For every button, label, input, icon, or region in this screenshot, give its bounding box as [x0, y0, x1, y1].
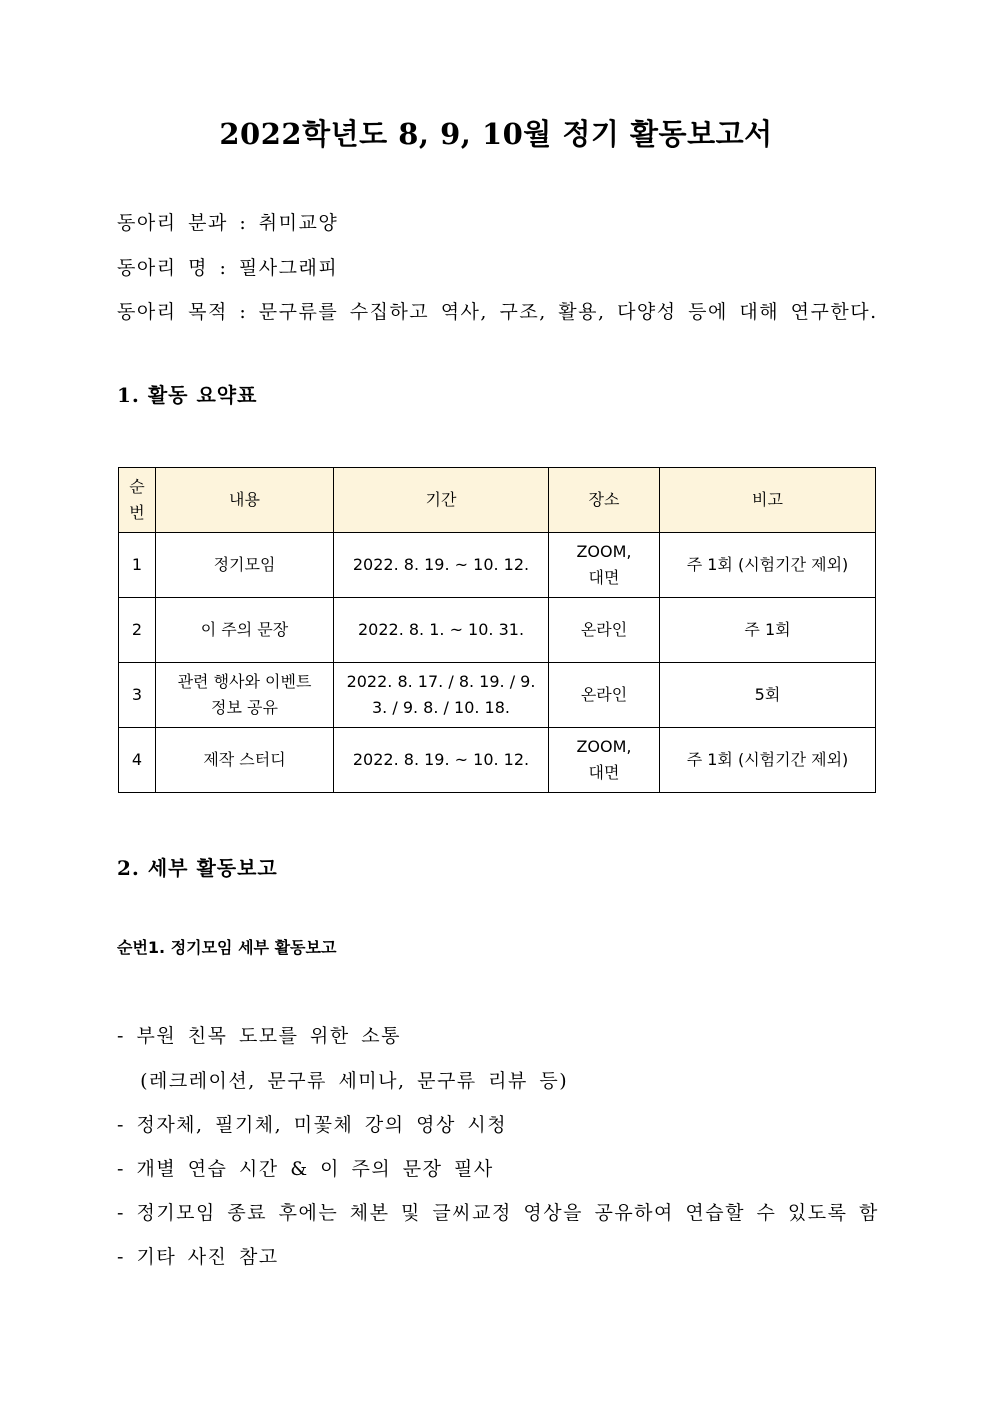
- row-note: 주 1회: [660, 598, 876, 663]
- club-category: 동아리 분과 : 취미교양: [117, 212, 339, 234]
- row-number: 4: [119, 728, 156, 793]
- row-period: 2022. 8. 1. ~ 10. 31.: [334, 598, 549, 663]
- row-content: 정기모임: [156, 533, 334, 598]
- table-header-row: [119, 468, 876, 533]
- header-content: 내용: [156, 468, 334, 533]
- table-row: [119, 533, 876, 598]
- row-number: 1: [119, 533, 156, 598]
- row-number: 3: [119, 663, 156, 728]
- table-row: [119, 728, 876, 793]
- row-period: 2022. 8. 17. / 8. 19. / 9. 3. / 9. 8. / 10. 18.: [334, 663, 549, 728]
- document-title: 2022학년도 8, 9, 10월 정기 활동보고서: [219, 117, 773, 151]
- header-number: 순 번: [119, 468, 156, 533]
- detail-item: - 기타 사진 참고: [117, 1246, 279, 1268]
- table-row: [119, 663, 876, 728]
- section-2-title: 2. 세부 활동보고: [117, 856, 278, 880]
- detail-item: - 개별 연습 시간 & 이 주의 문장 필사: [117, 1158, 494, 1180]
- row-period: 2022. 8. 19. ~ 10. 12.: [334, 728, 549, 793]
- detail-item: - 부원 친목 도모를 위한 소통: [117, 1025, 402, 1047]
- row-place: ZOOM, 대면: [549, 533, 660, 598]
- club-purpose: 동아리 목적 : 문구류를 수집하고 역사, 구조, 활용, 다양성 등에 대해 연구한다.: [117, 301, 878, 323]
- detail-item: - 정자체, 필기체, 미꽃체 강의 영상 시청: [117, 1114, 508, 1136]
- row-note: 5회: [660, 663, 876, 728]
- row-note: 주 1회 (시험기간 제외): [660, 728, 876, 793]
- row-note: 주 1회 (시험기간 제외): [660, 533, 876, 598]
- table-row: [119, 598, 876, 663]
- row-place: 온라인: [549, 598, 660, 663]
- row-place: ZOOM, 대면: [549, 728, 660, 793]
- header-period: 기간: [334, 468, 549, 533]
- detail-item: - 정기모임 종료 후에는 체본 및 글씨교정 영상을 공유하여 연습할 수 있도록 함: [117, 1202, 879, 1224]
- row-content: 이 주의 문장: [156, 598, 334, 663]
- row-content: 제작 스터디: [156, 728, 334, 793]
- header-note: 비고: [660, 468, 876, 533]
- club-name: 동아리 명 : 필사그래피: [117, 257, 339, 279]
- activity-summary-table: [118, 467, 876, 793]
- row-number: 2: [119, 598, 156, 663]
- row-place: 온라인: [549, 663, 660, 728]
- detail-item: (레크레이션, 문구류 세미나, 문구류 리뷰 등): [117, 1070, 569, 1092]
- header-place: 장소: [549, 468, 660, 533]
- row-period: 2022. 8. 19. ~ 10. 12.: [334, 533, 549, 598]
- detail-subtitle: 순번1. 정기모임 세부 활동보고: [117, 938, 337, 957]
- section-1-title: 1. 활동 요약표: [117, 383, 258, 407]
- row-content: 관련 행사와 이벤트 정보 공유: [156, 663, 334, 728]
